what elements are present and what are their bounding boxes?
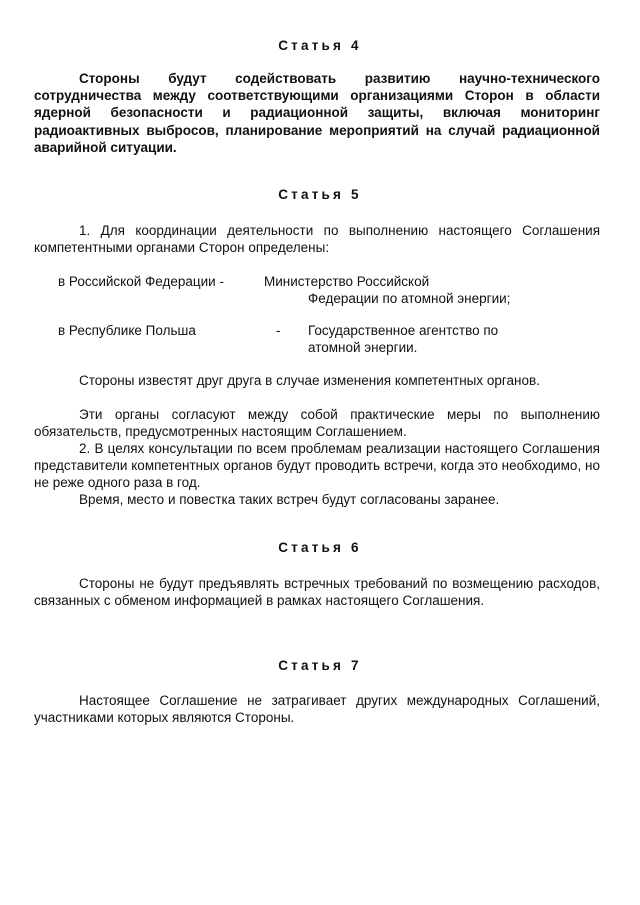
article-5-paragraph-5: Время, место и повестка таких встреч будут согласованы заранее. [79, 492, 500, 507]
article-4-heading: Статья 4 [278, 38, 362, 53]
article-4-text: Стороны будут содействовать развитию научно-технического сотрудничества между соответствующими организациями Сторон в области ядерной безопасности и радиационной защиты, включая мониторинг радиоактивных выбросов, планирование мероприятий на случай радиационной аварийной ситуации. [34, 71, 600, 155]
poland-authority-label: в Республике Польша [58, 323, 196, 338]
russia-authority-label: в Российской Федерации - [58, 274, 224, 289]
poland-authority-dash: - [276, 323, 281, 338]
russia-authority-name-line1: Министерство Российской [264, 274, 430, 289]
poland-authority-name-line1: Государственное агентство по [308, 323, 499, 338]
russia-authority-name-line2: Федерации по атомной энергии; [308, 291, 511, 306]
article-6-heading: Статья 6 [278, 540, 362, 555]
article-5-paragraph-4: 2. В целях консультации по всем проблемам реализации настоящего Соглашения представители компетентных органов будут проводить встречи, когда это необходимо, но не реже одного раза в год. [34, 441, 600, 491]
article-7-heading: Статья 7 [278, 658, 362, 673]
article-5-paragraph-2: Стороны известят друг друга в случае изменения компетентных органов. [79, 373, 540, 388]
article-5-paragraph-1: 1. Для координации деятельности по выполнению настоящего Соглашения компетентными органами Сторон определены: [34, 223, 600, 256]
article-5-heading: Статья 5 [278, 187, 362, 202]
article-6-text: Стороны не будут предъявлять встречных требований по возмещению расходов, связанных с обменом информацией в рамках настоящего Соглашения. [34, 576, 600, 609]
article-5-paragraph-3: Эти органы согласуют между собой практические меры по выполнению обязательств, предусмотренных настоящим Соглашением. [34, 407, 600, 440]
article-7-text: Настоящее Соглашение не затрагивает других международных Соглашений, участниками которых являются Стороны. [34, 693, 600, 726]
poland-authority-name-line2: атомной энергии. [308, 340, 418, 355]
